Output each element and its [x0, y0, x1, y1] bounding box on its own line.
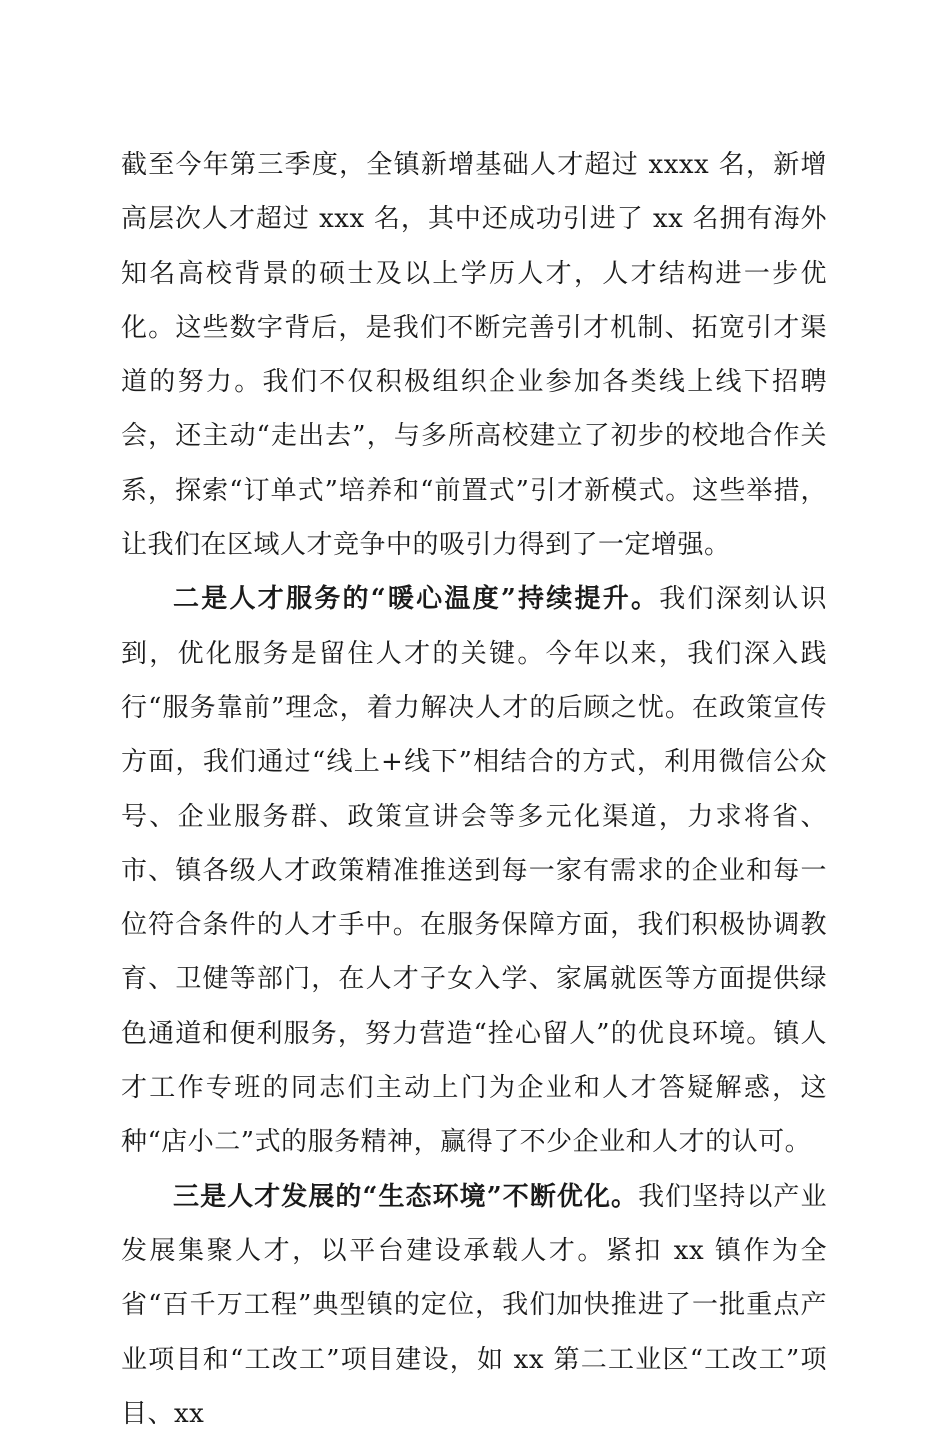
document-body: [121, 138, 827, 1441]
paragraph-1-text: 截至今年第三季度，全镇新增基础人才超过 xxxx 名，新增高层次人才超过 xxx 名，其中还成功引进了 xx 名拥有海外知名高校背景的硕士及以上学历人才，人才结构进一步优化。这些数字背后，是我们不断完善引才机制、拓宽引才渠道的努力。我们不仅积极组织企业参加各类线上线下招聘会，还主动“走出去”，与多所高校建立了初步的校地合作关系，探索“订单式”培养和“前置式”引才新模式。这些举措，让我们在区域人才竞争中的吸引力得到了一定增强。: [121, 150, 827, 561]
paragraph-2: [121, 572, 827, 1169]
paragraph-2-text: 我们深刻认识到，优化服务是留住人才的关键。今年以来，我们深入践行“服务靠前”理念，着力解决人才的后顾之忧。在政策宣传方面，我们通过“线上+线下”相结合的方式，利用微信公众号、企业服务群、政策宣讲会等多元化渠道，力求将省、市、镇各级人才政策精准推送到每一家有需求的企业和每一位符合条件的人才手中。在服务保障方面，我们积极协调教育、卫健等部门，在人才子女入学、家属就医等方面提供绿色通道和便利服务，努力营造“拴心留人”的优良环境。镇人才工作专班的同志们主动上门为企业和人才答疑解惑，这种“店小二”式的服务精神，赢得了不少企业和人才的认可。: [121, 584, 827, 1158]
paragraph-2-lead: 二是人才服务的“暖心温度”持续提升。: [173, 584, 660, 615]
paragraph-3: [121, 1170, 827, 1441]
paragraph-1: [121, 138, 827, 572]
paragraph-3-lead: 三是人才发展的“生态环境”不断优化。: [173, 1181, 639, 1212]
paragraph-3-text: 我们坚持以产业发展集聚人才，以平台建设承载人才。紧扣 xx 镇作为全省“百千万工程”典型镇的定位，我们加快推进了一批重点产业项目和“工改工”项目建设，如 xx 第二工业区“工改工”项目、xx: [121, 1181, 827, 1429]
